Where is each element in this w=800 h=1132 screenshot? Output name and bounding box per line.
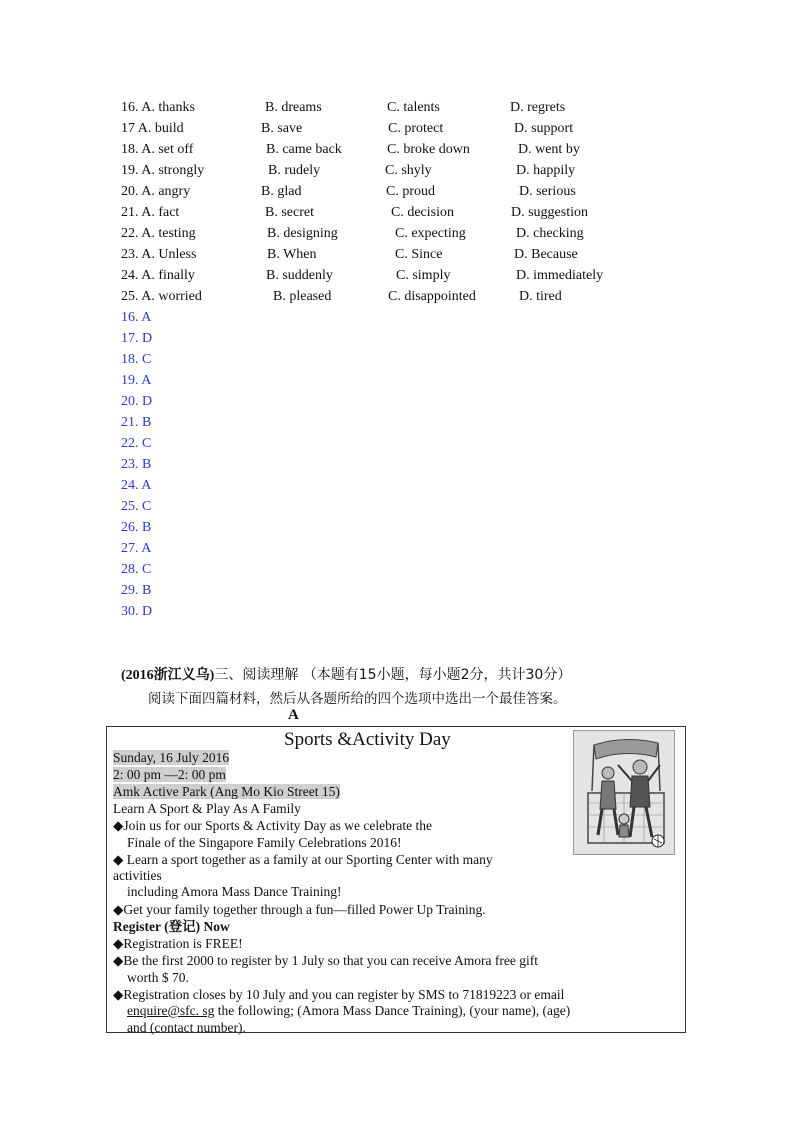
answer-item: 23. B [121,457,152,472]
bullet-2-line-1: ◆ Learn a sport together as a family at our Sporting Center with many [113,852,493,867]
answer-item: 28. C [121,562,152,577]
question-option-b: B. designing [267,226,338,241]
question-option-c: C. Since [395,247,443,262]
question-option-c: C. broke down [387,142,470,157]
bullet-1-line-2: Finale of the Singapore Family Celebrations 2016! [127,835,402,850]
event-time-text: 2: 00 pm —2: 00 pm [113,767,226,782]
question-option-b: B. When [267,247,317,262]
bullet-2-line-3: including Amora Mass Dance Training! [127,884,342,899]
question-option-b: B. dreams [265,100,322,115]
answer-item: 27. A [121,541,152,556]
question-option-d: D. regrets [510,100,566,115]
question-option-d: D. suggestion [511,205,588,220]
question-option-b: B. save [261,121,303,136]
question-option-a: 23. A. Unless [121,247,197,262]
question-option-c: C. shyly [385,163,432,178]
answer-item: 21. B [121,415,152,430]
illustration-icon [574,731,674,854]
question-option-b: B. came back [266,142,342,157]
question-option-c: C. simply [396,268,451,283]
question-option-a: 25. A. worried [121,289,202,304]
registration-bullet-3-line-1: ◆Registration closes by 10 July and you can register by SMS to 71819223 or email [113,987,565,1002]
question-option-a: 20. A. angry [121,184,191,199]
event-place-text: Amk Active Park (Ang Mo Kio Street 15) [113,784,340,799]
answer-item: 18. C [121,352,152,367]
bullet-1-line-1: ◆Join us for our Sports & Activity Day as we celebrate the [113,818,432,833]
question-option-a: 17 A. build [121,121,184,136]
question-option-c: C. decision [391,205,454,220]
section-instruction: 阅读下面四篇材料，然后从各题所给的四个选项中选出一个最佳答案。 [148,691,567,707]
question-option-d: D. Because [514,247,578,262]
family-sports-illustration [573,730,675,855]
question-option-b: B. secret [265,205,314,220]
question-option-d: D. tired [519,289,562,304]
question-option-d: D. immediately [516,268,604,283]
question-option-c: C. proud [386,184,435,199]
question-option-d: D. serious [519,184,576,199]
answer-item: 16. A [121,310,152,325]
registration-bullet-1: ◆Registration is FREE! [113,936,243,951]
passage-letter: A [288,707,299,723]
question-option-b: B. rudely [268,163,321,178]
registration-details-text: the following; (Amora Mass Dance Training), (your name), (age) [214,1003,571,1018]
answer-item: 26. B [121,520,152,535]
ad-title: Sports &Activity Day [284,729,451,750]
event-date-text: Sunday, 16 July 2016 [113,750,230,765]
bullet-3: ◆Get your family together through a fun—filled Power Up Training. [113,902,486,917]
event-place [113,783,340,800]
question-option-b: B. pleased [273,289,332,304]
event-advertisement [106,726,686,1033]
registration-bullet-3-line-3: and (contact number). [127,1020,246,1035]
question-option-c: C. talents [387,100,440,115]
question-option-a: 19. A. strongly [121,163,205,178]
answer-item: 17. D [121,331,153,346]
answer-item: 22. C [121,436,152,451]
event-time [113,766,226,783]
bullet-2-line-2: activities [113,868,162,883]
question-option-a: 24. A. finally [121,268,195,283]
question-option-d: D. happily [516,163,576,178]
question-option-a: 22. A. testing [121,226,196,241]
answer-item: 30. D [121,604,153,619]
question-option-b: B. suddenly [266,268,333,283]
answer-item: 25. C [121,499,152,514]
email-link[interactable]: enquire@sfc. sg [127,1003,215,1018]
question-option-a: 21. A. fact [121,205,180,220]
question-option-d: D. support [514,121,574,136]
question-option-a: 18. A. set off [121,142,194,157]
event-date [113,749,229,766]
event-slogan: Learn A Sport & Play As A Family [113,801,301,816]
section-source: (2016浙江义乌) [121,668,215,683]
answer-item: 29. B [121,583,152,598]
question-option-c: C. protect [388,121,444,136]
question-option-c: C. expecting [395,226,466,241]
answer-item: 20. D [121,394,153,409]
answer-key-list [121,307,152,622]
registration-bullet-3-line-2 [127,1002,570,1019]
registration-bullet-2-line-1: ◆Be the first 2000 to register by 1 July so that you can receive Amora free gift [113,953,539,968]
registration-bullet-2-line-2: worth $ 70. [127,970,189,985]
answer-item: 19. A [121,373,152,388]
question-option-a: 16. A. thanks [121,100,195,115]
answer-item: 24. A [121,478,152,493]
question-option-b: B. glad [261,184,302,199]
section-heading-text: 三、阅读理解 （本题有15小题，每小题2分，共计30分） [214,667,572,683]
section-heading [121,664,571,684]
question-option-c: C. disappointed [388,289,476,304]
question-option-d: D. checking [516,226,584,241]
register-heading: Register (登记) Now [113,919,230,934]
question-option-d: D. went by [518,142,580,157]
